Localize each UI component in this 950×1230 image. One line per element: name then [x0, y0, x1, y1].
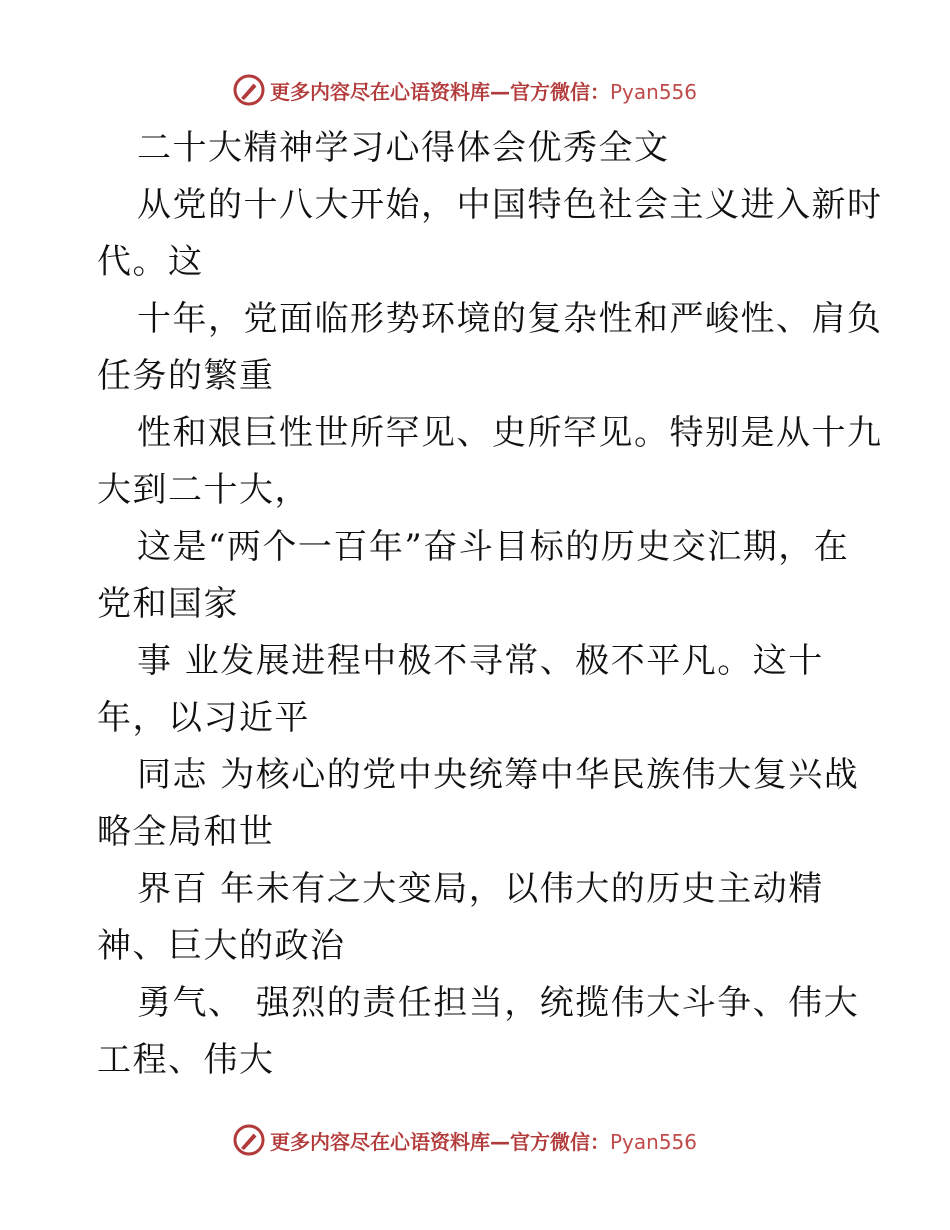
- text-line-4: 任务的繁重: [97, 356, 275, 396]
- watermark-header: [232, 70, 697, 110]
- text-line-6: 大到二十大，: [97, 470, 310, 510]
- text-line-10: 年，以习近平: [97, 698, 310, 738]
- text-line-3: 十年，党面临形势环境的复杂性和严峻性、肩负: [137, 299, 883, 339]
- text-line-14: 神、巨大的政治: [97, 926, 346, 966]
- pen-logo-icon: [232, 73, 266, 107]
- text-line-11: 同志 为核心的党中央统筹中华民族伟大复兴战: [137, 755, 860, 795]
- text-line-8: 党和国家: [97, 584, 239, 624]
- text-line-12: 略全局和世: [97, 812, 275, 852]
- watermark-footer: [232, 1120, 697, 1160]
- watermark-text: 更多内容尽在心语资料库—官方微信：Pyan556: [270, 79, 698, 104]
- text-line-2: 代。这: [97, 242, 204, 282]
- text-line-7: 这是“两个一百年”奋斗目标的历史交汇期，在: [137, 527, 850, 567]
- text-line-5: 性和艰巨性世所罕见、史所罕见。特别是从十九: [137, 413, 883, 453]
- document-title: 二十大精神学习心得体会优秀全文: [137, 128, 670, 168]
- text-line-9: 事 业发展进程中极不寻常、极不平凡。这十: [137, 641, 824, 681]
- watermark-text: 更多内容尽在心语资料库—官方微信：Pyan556: [270, 1129, 698, 1154]
- text-line-15: 勇气、 强烈的责任担当，统揽伟大斗争、伟大: [137, 983, 860, 1023]
- text-line-16: 工程、伟大: [97, 1040, 275, 1080]
- text-line-13: 界百 年未有之大变局，以伟大的历史主动精: [137, 869, 824, 909]
- text-line-1: 从党的十八大开始，中国特色社会主义进入新时: [137, 185, 883, 225]
- pen-logo-icon: [232, 1123, 266, 1157]
- document-body: [97, 120, 883, 1089]
